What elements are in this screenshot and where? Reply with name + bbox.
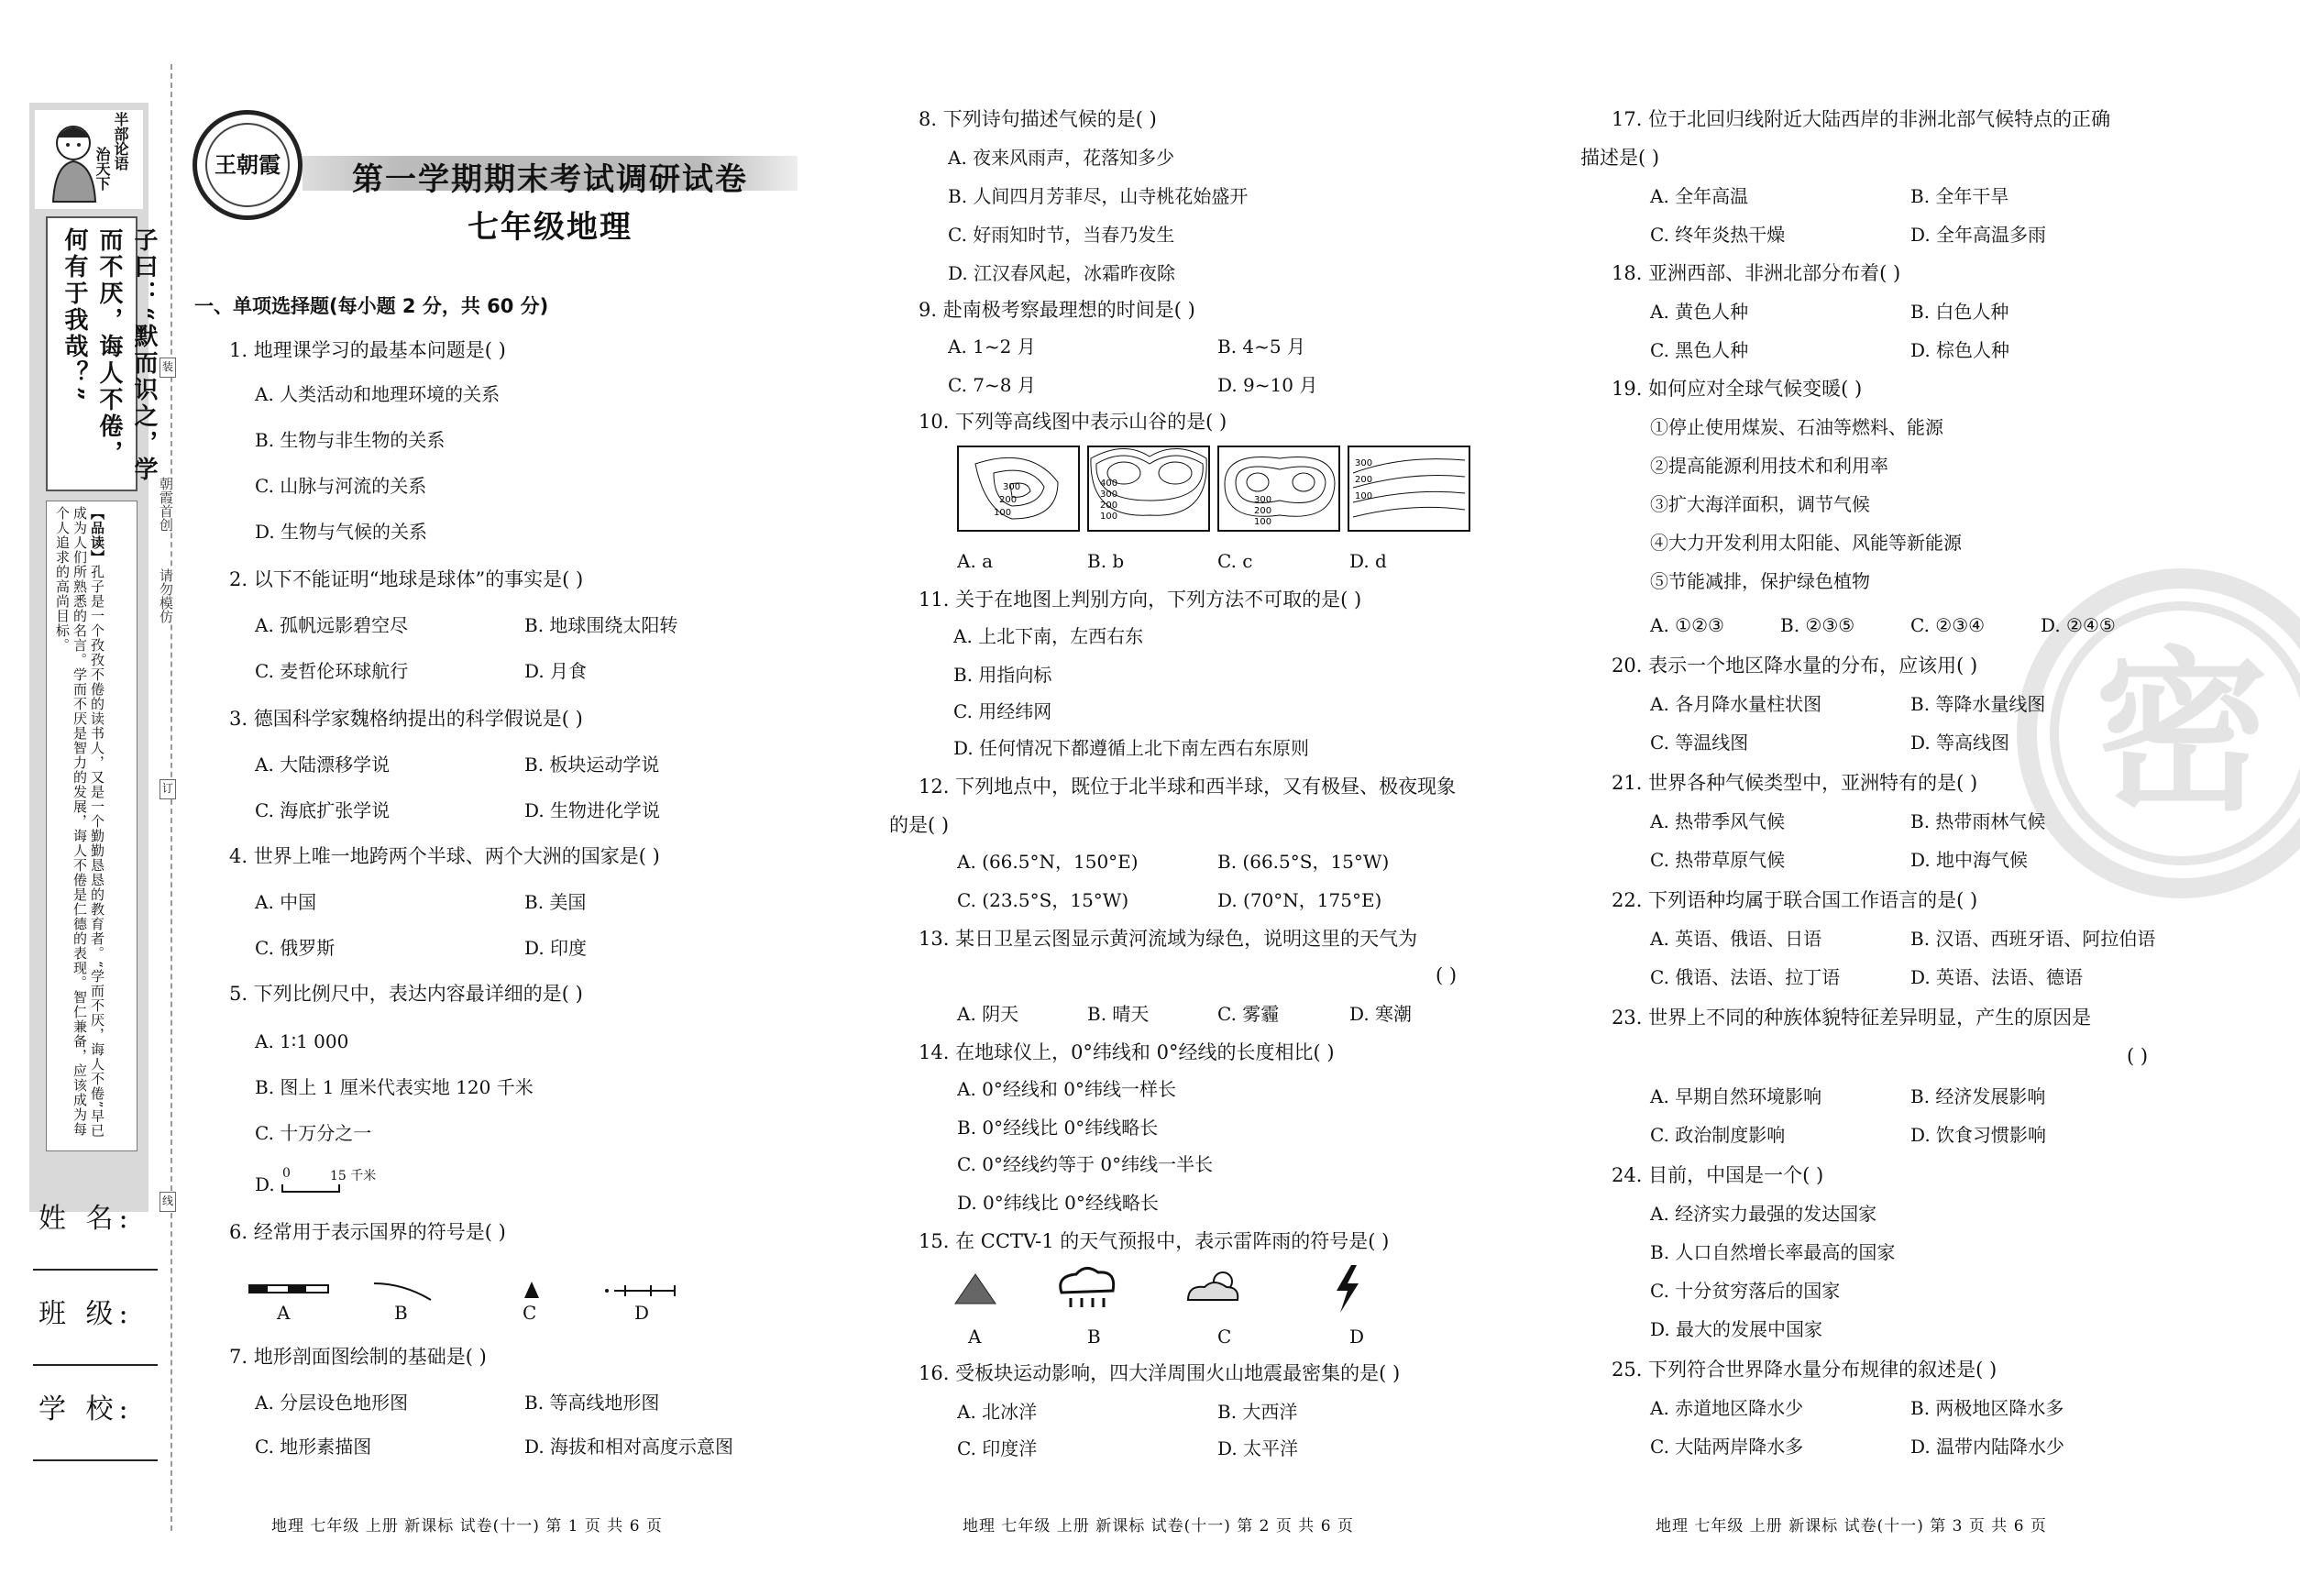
contour-a-label-3: 100 [994, 508, 1012, 518]
q20-option-a[interactable]: A. 各月降水量柱状图 [1650, 693, 1822, 715]
q21-option-b[interactable]: B. 热带雨林气候 [1910, 810, 2046, 832]
q13-option-d[interactable]: D. 寒潮 [1349, 1003, 1413, 1025]
question-4: 4. 世界上唯一地跨两个半球、两个大洲的国家是( ) [229, 845, 660, 867]
question-6: 6. 经常用于表示国界的符号是( ) [229, 1221, 506, 1243]
question-5: 5. 下列比例尺中，表达内容最详细的是( ) [229, 983, 583, 1005]
q20-option-c[interactable]: C. 等温线图 [1650, 732, 1749, 754]
school-label: 学 校: [39, 1393, 134, 1425]
q13-option-b[interactable]: B. 晴天 [1087, 1003, 1150, 1025]
scale-bar-icon [281, 1183, 345, 1194]
question-23-paren: ( ) [2127, 1045, 2149, 1067]
q24-option-a[interactable]: A. 经济实力最强的发达国家 [1650, 1203, 1877, 1225]
sun-cloud-icon [1188, 1272, 1238, 1300]
q2-option-b[interactable]: B. 地球围绕太阳转 [524, 614, 678, 636]
question-10: 10. 下列等高线图中表示山谷的是( ) [919, 411, 1227, 433]
question-14: 14. 在地球仪上，0°纬线和 0°经线的长度相比( ) [919, 1041, 1335, 1063]
rain-cloud-icon [1061, 1268, 1114, 1307]
boundary-symbol-c-icon [524, 1282, 539, 1298]
q17-option-d[interactable]: D. 全年高温多雨 [1910, 224, 2047, 246]
binding-mark-3: 线 [160, 1192, 176, 1212]
q19-item-5: ⑤节能减排，保护绿色植物 [1650, 570, 1870, 592]
q11-option-c[interactable]: C. 用经纬网 [953, 700, 1052, 722]
q6-option-a[interactable]: A [277, 1302, 291, 1324]
question-25: 25. 下列符合世界降水量分布规律的叙述是( ) [1612, 1359, 1997, 1381]
q14-option-c[interactable]: C. 0°经线约等于 0°纬线一半长 [957, 1153, 1214, 1175]
q10-option-a[interactable]: A. a [957, 550, 994, 572]
q25-option-b[interactable]: B. 两极地区降水多 [1910, 1397, 2064, 1419]
contour-b-label-4: 100 [1100, 512, 1118, 522]
q15-option-d[interactable]: D [1349, 1326, 1365, 1348]
question-2: 2. 以下不能证明“地球是球体”的事实是( ) [229, 568, 584, 590]
q5-option-c[interactable]: C. 十万分之一 [255, 1122, 372, 1144]
q8-option-c[interactable]: C. 好雨知时节，当春乃发生 [948, 224, 1175, 246]
q9-option-a[interactable]: A. 1~2 月 [948, 336, 1036, 358]
question-13-paren: ( ) [1436, 964, 1458, 986]
question-13: 13. 某日卫星云图显示黄河流域为绿色，说明这里的天气为 [919, 928, 1418, 950]
q16-option-b[interactable]: B. 大西洋 [1217, 1401, 1298, 1423]
q24-option-c[interactable]: C. 十分贫穷落后的国家 [1650, 1280, 1841, 1302]
contour-d-label-3: 100 [1355, 491, 1373, 501]
q19-option-c[interactable]: C. ②③④ [1910, 614, 1986, 636]
q16-option-d[interactable]: D. 太平洋 [1217, 1437, 1299, 1459]
q23-option-d[interactable]: D. 饮食习惯影响 [1910, 1124, 2047, 1146]
q9-option-d[interactable]: D. 9~10 月 [1217, 374, 1318, 396]
page-footer-3: 地理 七年级 上册 新课标 试卷(十一) 第 3 页 共 6 页 [1656, 1517, 2047, 1535]
boundary-symbol-d-icon [605, 1285, 675, 1296]
q14-option-b[interactable]: B. 0°经线比 0°纬线略长 [957, 1117, 1159, 1139]
binding-mark-1: 装 [160, 358, 176, 378]
side-note-1: 朝霞首创 [158, 477, 174, 532]
q7-option-c[interactable]: C. 地形素描图 [255, 1436, 372, 1458]
contour-map-b-icon [1088, 446, 1209, 531]
binding-mark-2: 订 [160, 779, 176, 799]
class-field[interactable] [33, 1364, 158, 1366]
question-24: 24. 目前，中国是一个( ) [1612, 1164, 1824, 1186]
q4-option-c[interactable]: C. 俄罗斯 [255, 937, 336, 959]
q19-item-3: ③扩大海洋面积，调节气候 [1650, 493, 1870, 515]
q8-option-d[interactable]: D. 江汉春风起，冰霜昨夜除 [948, 262, 1176, 284]
q7-option-a[interactable]: A. 分层设色地形图 [255, 1392, 409, 1414]
exam-title: 第一学期期末考试调研试卷 [352, 161, 748, 198]
q6-option-d[interactable]: D [634, 1302, 650, 1324]
q19-item-1: ①停止使用煤炭、石油等燃料、能源 [1650, 416, 1943, 438]
motto-b: 治天下 [94, 147, 111, 191]
contour-c-label-2: 200 [1254, 506, 1272, 516]
question-23: 23. 世界上不同的种族体貌特征差异明显，产生的原因是 [1612, 1007, 2092, 1029]
lightning-icon [1337, 1265, 1359, 1313]
q1-option-b[interactable]: B. 生物与非生物的关系 [255, 429, 446, 451]
q6-option-b[interactable]: B [394, 1302, 408, 1324]
q13-option-c[interactable]: C. 雾霾 [1217, 1003, 1280, 1025]
q13-option-a[interactable]: A. 阴天 [957, 1003, 1019, 1025]
question-19: 19. 如何应对全球气候变暖( ) [1612, 378, 1863, 400]
q4-option-d[interactable]: D. 印度 [524, 937, 588, 959]
question-21: 21. 世界各种气候类型中，亚洲特有的是( ) [1612, 772, 1978, 794]
q10-option-b[interactable]: B. b [1087, 550, 1125, 572]
q17-option-b[interactable]: B. 全年干旱 [1910, 185, 2009, 207]
q8-option-b[interactable]: B. 人间四月芳菲尽，山寺桃花始盛开 [948, 185, 1249, 207]
q25-option-a[interactable]: A. 赤道地区降水少 [1650, 1397, 1804, 1419]
q6-option-c[interactable]: C [523, 1302, 537, 1324]
weather-symbols [948, 1261, 1388, 1320]
question-1: 1. 地理课学习的最基本问题是( ) [229, 339, 506, 361]
q3-option-c[interactable]: C. 海底扩张学说 [255, 799, 391, 821]
q7-option-d[interactable]: D. 海拔和相对高度示意图 [524, 1436, 734, 1458]
exam-subtitle: 七年级地理 [468, 209, 633, 246]
q3-option-b[interactable]: B. 板块运动学说 [524, 754, 660, 776]
question-3: 3. 德国科学家魏格纳提出的科学假说是( ) [229, 708, 583, 730]
reading-text [53, 506, 105, 1148]
q25-option-d[interactable]: D. 温带内陆降水少 [1910, 1436, 2065, 1458]
q11-option-a[interactable]: A. 上北下南，左西右东 [953, 625, 1144, 647]
name-label: 姓 名: [39, 1203, 134, 1235]
scale-bar-unit: 15 千米 [330, 1169, 377, 1183]
contour-b-label-3: 200 [1100, 501, 1118, 511]
contour-b-label-2: 300 [1100, 490, 1118, 500]
question-16: 16. 受板块运动影响，四大洋周围火山地震最密集的是( ) [919, 1362, 1401, 1384]
name-field[interactable] [33, 1269, 158, 1271]
q22-option-c[interactable]: C. 俄语、法语、拉丁语 [1650, 966, 1841, 988]
q22-option-a[interactable]: A. 英语、俄语、日语 [1650, 928, 1822, 950]
q23-option-c[interactable]: C. 政治制度影响 [1650, 1124, 1786, 1146]
contour-map-d-icon [1348, 446, 1469, 531]
q2-option-d[interactable]: D. 月食 [524, 660, 588, 682]
q19-option-b[interactable]: B. ②③⑤ [1780, 614, 1855, 636]
q12-option-b[interactable]: B. (66.5°S，15°W) [1217, 851, 1390, 873]
seal-character: 密 [2050, 601, 2300, 865]
contour-c-label-3: 100 [1254, 517, 1272, 527]
q24-option-b[interactable]: B. 人口自然增长率最高的国家 [1650, 1241, 1896, 1263]
school-field[interactable] [33, 1459, 158, 1461]
question-17: 17. 位于北回归线附近大陆西岸的非洲北部气候特点的正确 [1612, 108, 2111, 130]
question-20: 20. 表示一个地区降水量的分布，应该用( ) [1612, 655, 1978, 677]
boundary-symbol-a-icon [249, 1285, 328, 1293]
q1-option-d[interactable]: D. 生物与气候的关系 [255, 521, 428, 543]
question-12-cont: 的是( ) [889, 814, 950, 836]
q3-option-d[interactable]: D. 生物进化学说 [524, 799, 661, 821]
reading-body: 孔子是一个孜孜不倦的读书人，又是一个勤勤恳恳的教育者。“学而不厌，诲人不倦”早已成为人们所熟悉的名言。学而不厌是智力的发展，诲人不倦是仁德的表现。智仁兼备，应该成为每个人追求的高尚目标。 [54, 506, 105, 1139]
contour-maps [957, 446, 1470, 534]
question-17-cont: 描述是( ) [1580, 147, 1660, 169]
q19-option-a[interactable]: A. ①②③ [1650, 614, 1724, 636]
question-7: 7. 地形剖面图绘制的基础是( ) [229, 1346, 487, 1368]
page-footer-1: 地理 七年级 上册 新课标 试卷(十一) 第 1 页 共 6 页 [271, 1517, 663, 1535]
q5-option-a[interactable]: A. 1∶1 000 [255, 1030, 349, 1052]
question-12: 12. 下列地点中，既位于北半球和西半球，又有极昼、极夜现象 [919, 776, 1457, 798]
contour-d-label-1: 300 [1355, 458, 1373, 468]
contour-c-label-1: 300 [1254, 495, 1272, 505]
q11-option-d[interactable]: D. 任何情况下都遵循上北下南左西右东原则 [953, 737, 1310, 759]
q2-option-a[interactable]: A. 孤帆远影碧空尽 [255, 614, 409, 636]
q9-option-c[interactable]: C. 7~8 月 [948, 374, 1036, 396]
q5-option-d[interactable]: D. [255, 1173, 275, 1195]
q2-option-c[interactable]: C. 麦哲伦环球航行 [255, 660, 409, 682]
q9-option-b[interactable]: B. 4~5 月 [1217, 336, 1305, 358]
q12-option-d[interactable]: D. (70°N，175°E) [1217, 889, 1382, 911]
q10-option-c[interactable]: C. c [1217, 550, 1253, 572]
question-8: 8. 下列诗句描述气候的是( ) [919, 108, 1157, 130]
scale-bar-zero: 0 [282, 1166, 291, 1181]
q18-option-d[interactable]: D. 棕色人种 [1910, 339, 2010, 361]
q20-option-b[interactable]: B. 等降水量线图 [1910, 693, 2046, 715]
q21-option-c[interactable]: C. 热带草原气候 [1650, 849, 1786, 871]
q19-item-2: ②提高能源利用技术和利用率 [1650, 455, 1888, 477]
contour-a-label-2: 200 [999, 495, 1018, 505]
q10-option-d[interactable]: D. d [1349, 550, 1387, 572]
question-18: 18. 亚洲西部、非洲北部分布着( ) [1612, 262, 1901, 284]
contour-b-label-1: 400 [1100, 479, 1118, 489]
q5-option-b[interactable]: B. 图上 1 厘米代表实地 120 千米 [255, 1076, 534, 1098]
q25-option-c[interactable]: C. 大陆两岸降水多 [1650, 1436, 1804, 1458]
q18-option-c[interactable]: C. 黑色人种 [1650, 339, 1749, 361]
q18-option-b[interactable]: B. 白色人种 [1910, 301, 2009, 323]
q21-option-d[interactable]: D. 地中海气候 [1910, 849, 2029, 871]
reading-label: 【品读】 [89, 506, 105, 565]
q4-option-b[interactable]: B. 美国 [524, 891, 587, 913]
question-15: 15. 在 CCTV-1 的天气预报中，表示雷阵雨的符号是( ) [919, 1230, 1390, 1252]
section-heading: 一、单项选择题(每小题 2 分，共 60 分) [194, 295, 549, 317]
class-label: 班 级: [39, 1298, 134, 1330]
q23-option-b[interactable]: B. 经济发展影响 [1910, 1085, 2046, 1107]
q15-option-c[interactable]: C [1217, 1326, 1232, 1348]
q19-item-4: ④大力开发利用太阳能、风能等新能源 [1650, 532, 1962, 554]
q16-option-c[interactable]: C. 印度洋 [957, 1437, 1038, 1459]
question-22: 22. 下列语种均属于联合国工作语言的是( ) [1612, 889, 1978, 911]
q15-option-b[interactable]: B [1087, 1326, 1101, 1348]
q1-option-c[interactable]: C. 山脉与河流的关系 [255, 475, 427, 497]
logo-text: 王朝霞 [205, 123, 290, 207]
q12-option-a[interactable]: A. (66.5°N，150°E) [957, 851, 1139, 873]
q21-option-a[interactable]: A. 热带季风气候 [1650, 810, 1786, 832]
q19-option-d[interactable]: D. ②④⑤ [2041, 614, 2116, 636]
q3-option-a[interactable]: A. 大陆漂移学说 [255, 754, 391, 776]
q23-option-a[interactable]: A. 早期自然环境影响 [1650, 1085, 1822, 1107]
contour-d-label-2: 200 [1355, 475, 1373, 485]
q18-option-a[interactable]: A. 黄色人种 [1650, 301, 1749, 323]
q12-option-c[interactable]: C. (23.5°S，15°W) [957, 889, 1129, 911]
motto-a: 半部论语 [112, 112, 129, 171]
q17-option-c[interactable]: C. 终年炎热干燥 [1650, 224, 1786, 246]
q4-option-a[interactable]: A. 中国 [255, 891, 317, 913]
question-11: 11. 关于在地图上判别方向，下列方法不可取的是( ) [919, 589, 1362, 611]
contour-map-a-icon [958, 446, 1079, 531]
page-footer-2: 地理 七年级 上册 新课标 试卷(十一) 第 2 页 共 6 页 [963, 1517, 1354, 1535]
side-note-2: 请勿模仿 [158, 568, 174, 623]
q17-option-a[interactable]: A. 全年高温 [1650, 185, 1749, 207]
q22-option-b[interactable]: B. 汉语、西班牙语、阿拉伯语 [1910, 928, 2156, 950]
q14-option-a[interactable]: A. 0°经线和 0°纬线一样长 [957, 1078, 1176, 1100]
q22-option-d[interactable]: D. 英语、法语、德语 [1910, 966, 2084, 988]
q7-option-b[interactable]: B. 等高线地形图 [524, 1392, 660, 1414]
q1-option-a[interactable]: A. 人类活动和地理环境的关系 [255, 383, 501, 405]
q14-option-d[interactable]: D. 0°纬线比 0°经线略长 [957, 1192, 1159, 1214]
question-9: 9. 赴南极考察最理想的时间是( ) [919, 299, 1195, 321]
q24-option-d[interactable]: D. 最大的发展中国家 [1650, 1318, 1823, 1340]
q8-option-a[interactable]: A. 夜来风雨声，花落知多少 [948, 147, 1175, 169]
boundary-symbol-b-icon [374, 1283, 431, 1300]
contour-a-label-1: 300 [1003, 482, 1021, 492]
confucius-quote: 子曰：“默而识之，学而不厌，诲人不倦，何有于我哉？” [61, 227, 158, 483]
q15-option-a[interactable]: A [968, 1326, 982, 1348]
q11-option-b[interactable]: B. 用指向标 [953, 664, 1052, 686]
q20-option-d[interactable]: D. 等高线图 [1910, 732, 2010, 754]
q16-option-a[interactable]: A. 北冰洋 [957, 1401, 1038, 1423]
fog-triangle-icon [955, 1274, 996, 1304]
contour-map-c-icon [1218, 446, 1339, 531]
